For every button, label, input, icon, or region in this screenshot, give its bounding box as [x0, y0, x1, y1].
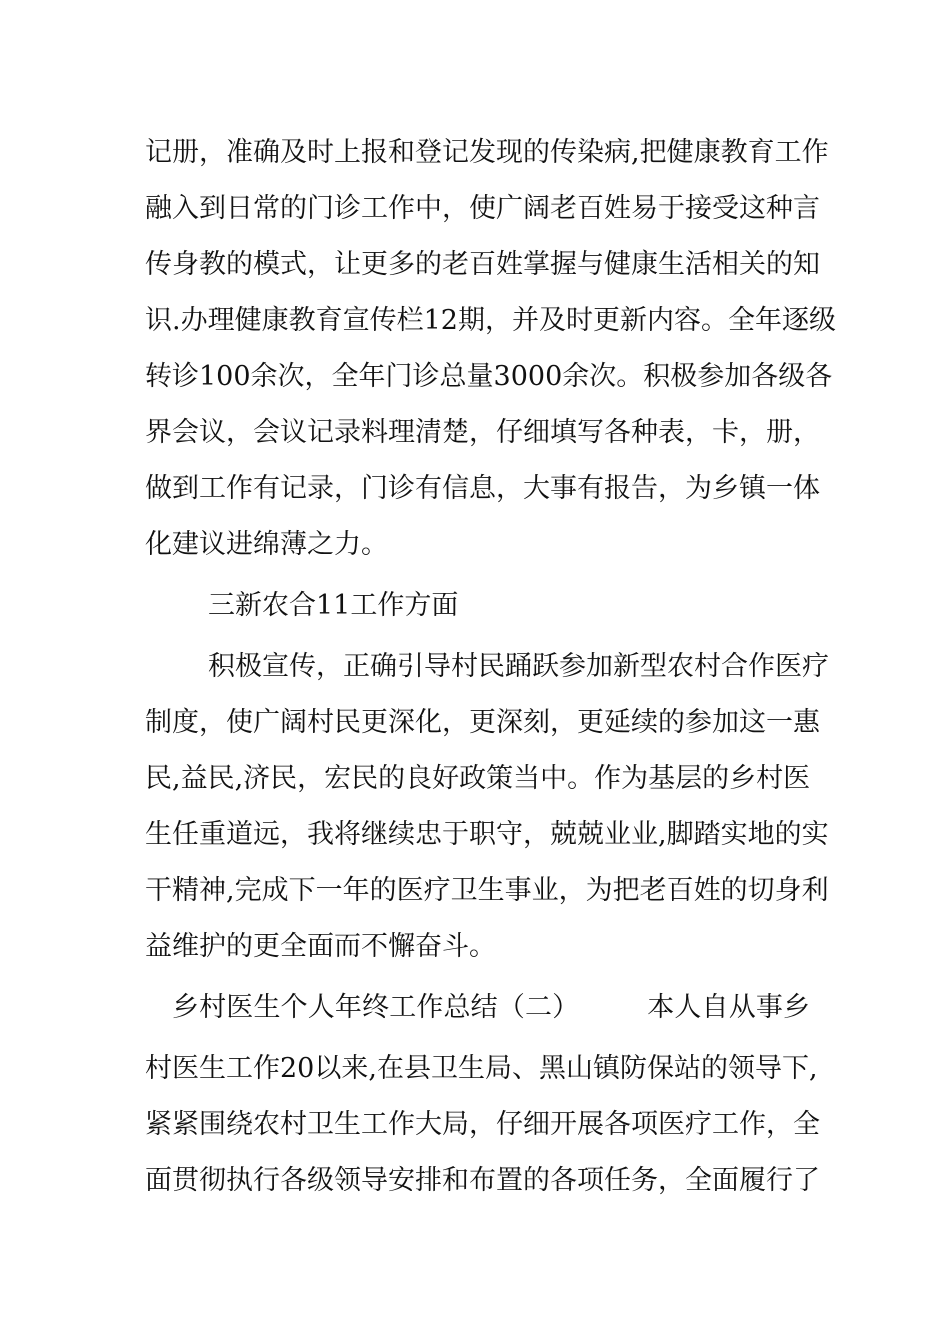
paragraph-line: 民,益民,济民，宏民的良好政策当中。作为基层的乡村医 — [145, 763, 811, 794]
paragraph-line: 界会议，会议记录料理清楚，仔细填写各种表，卡，册， — [145, 417, 820, 448]
paragraph-line: 做到工作有记录，门诊有信息，大事有报告，为乡镇一体 — [145, 473, 820, 504]
paragraph-line: 干精神,完成下一年的医疗卫生事业，为把老百姓的切身利 — [145, 875, 829, 906]
section-heading: 三新农合11工作方面 — [208, 590, 459, 621]
paragraph-line: 融入到日常的门诊工作中，使广阔老百姓易于接受这种言 — [145, 193, 820, 224]
paragraph-line: 识.办理健康教育宣传栏12期，并及时更新内容。全年逐级 — [145, 305, 836, 336]
paragraph-line: 传身教的模式，让更多的老百姓掌握与健康生活相关的知 — [145, 249, 820, 280]
paragraph-line: 记册，准确及时上报和登记发现的传染病,把健康教育工作 — [145, 137, 829, 168]
paragraph-line: 转诊100余次，全年门诊总量3000余次。积极参加各级各 — [145, 361, 833, 392]
paragraph-line: 生任重道远，我将继续忠于职守，兢兢业业,脚踏实地的实 — [145, 819, 829, 850]
paragraph-line: 化建议进绵薄之力。 — [145, 529, 388, 560]
paragraph-line: 积极宣传，正确引导村民踊跃参加新型农村合作医疗 — [208, 651, 829, 682]
paragraph-line: 益维护的更全面而不懈奋斗。 — [145, 931, 496, 962]
section-title-line: 乡村医生个人年终工作总结（二） 本人自从事乡 — [172, 992, 810, 1023]
paragraph-line: 村医生工作20以来,在县卫生局、黑山镇防保站的领导下, — [145, 1053, 818, 1084]
paragraph-line: 制度，使广阔村民更深化，更深刻，更延续的参加这一惠 — [145, 707, 820, 738]
paragraph-line: 紧紧围绕农村卫生工作大局，仔细开展各项医疗工作，全 — [145, 1109, 820, 1140]
paragraph-line: 面贯彻执行各级领导安排和布置的各项任务，全面履行了 — [145, 1165, 820, 1196]
